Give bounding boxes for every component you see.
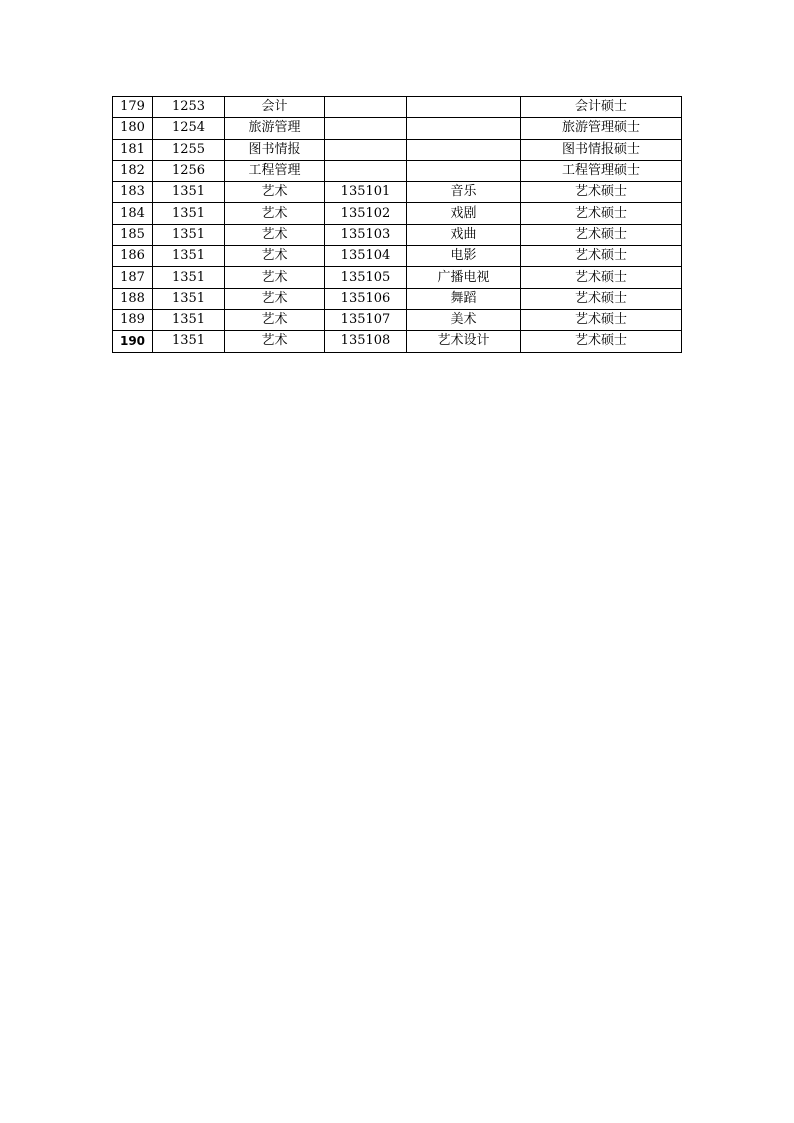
row-number-cell: 184 [113, 203, 153, 224]
discipline-code-cell: 1255 [153, 139, 225, 160]
table-row [113, 203, 682, 224]
row-number-cell: 188 [113, 288, 153, 309]
field-name-cell [407, 139, 521, 160]
field-name-cell: 舞蹈 [407, 288, 521, 309]
table-row [113, 267, 682, 288]
field-name-cell: 音乐 [407, 182, 521, 203]
row-number-cell: 180 [113, 118, 153, 139]
field-name-cell: 戏曲 [407, 224, 521, 245]
degree-name-cell: 艺术硕士 [521, 288, 682, 309]
table-row [113, 97, 682, 118]
field-name-cell: 广播电视 [407, 267, 521, 288]
row-number-cell: 181 [113, 139, 153, 160]
discipline-name-cell: 旅游管理 [225, 118, 325, 139]
table-row [113, 331, 682, 352]
field-name-cell: 美术 [407, 309, 521, 330]
field-code-cell: 135107 [325, 309, 407, 330]
degree-name-cell: 艺术硕士 [521, 246, 682, 267]
table-row [113, 246, 682, 267]
discipline-code-cell: 1351 [153, 288, 225, 309]
field-code-cell: 135105 [325, 267, 407, 288]
row-number-cell: 187 [113, 267, 153, 288]
field-code-cell [325, 97, 407, 118]
row-number-cell: 179 [113, 97, 153, 118]
row-number-cell: 183 [113, 182, 153, 203]
discipline-name-cell: 艺术 [225, 331, 325, 352]
discipline-name-cell: 艺术 [225, 267, 325, 288]
field-code-cell: 135102 [325, 203, 407, 224]
degree-name-cell: 图书情报硕士 [521, 139, 682, 160]
discipline-code-cell: 1256 [153, 160, 225, 181]
degree-table [112, 96, 682, 353]
table-row [113, 309, 682, 330]
degree-name-cell: 艺术硕士 [521, 224, 682, 245]
table-row [113, 182, 682, 203]
field-name-cell: 戏剧 [407, 203, 521, 224]
row-number-cell: 186 [113, 246, 153, 267]
degree-name-cell: 艺术硕士 [521, 267, 682, 288]
discipline-name-cell: 会计 [225, 97, 325, 118]
row-number-cell: 182 [113, 160, 153, 181]
row-number-cell: 190 [113, 331, 153, 352]
field-name-cell [407, 97, 521, 118]
field-code-cell: 135104 [325, 246, 407, 267]
field-name-cell [407, 118, 521, 139]
discipline-code-cell: 1254 [153, 118, 225, 139]
discipline-name-cell: 艺术 [225, 224, 325, 245]
discipline-code-cell: 1351 [153, 224, 225, 245]
discipline-code-cell: 1351 [153, 246, 225, 267]
degree-name-cell: 艺术硕士 [521, 331, 682, 352]
field-code-cell [325, 118, 407, 139]
discipline-code-cell: 1351 [153, 309, 225, 330]
field-name-cell: 艺术设计 [407, 331, 521, 352]
field-code-cell [325, 139, 407, 160]
field-name-cell [407, 160, 521, 181]
degree-name-cell: 工程管理硕士 [521, 160, 682, 181]
table-row [113, 139, 682, 160]
discipline-code-cell: 1351 [153, 182, 225, 203]
discipline-code-cell: 1351 [153, 331, 225, 352]
degree-name-cell: 艺术硕士 [521, 309, 682, 330]
table-row [113, 160, 682, 181]
degree-name-cell: 旅游管理硕士 [521, 118, 682, 139]
degree-name-cell: 艺术硕士 [521, 182, 682, 203]
table-row [113, 118, 682, 139]
field-code-cell: 135101 [325, 182, 407, 203]
row-number-cell: 189 [113, 309, 153, 330]
table-row [113, 288, 682, 309]
discipline-name-cell: 艺术 [225, 182, 325, 203]
discipline-name-cell: 图书情报 [225, 139, 325, 160]
field-code-cell: 135108 [325, 331, 407, 352]
row-number-cell: 185 [113, 224, 153, 245]
degree-name-cell: 会计硕士 [521, 97, 682, 118]
discipline-code-cell: 1351 [153, 267, 225, 288]
field-code-cell: 135106 [325, 288, 407, 309]
discipline-name-cell: 工程管理 [225, 160, 325, 181]
discipline-name-cell: 艺术 [225, 309, 325, 330]
discipline-name-cell: 艺术 [225, 203, 325, 224]
discipline-name-cell: 艺术 [225, 288, 325, 309]
field-code-cell: 135103 [325, 224, 407, 245]
discipline-code-cell: 1351 [153, 203, 225, 224]
degree-name-cell: 艺术硕士 [521, 203, 682, 224]
field-name-cell: 电影 [407, 246, 521, 267]
discipline-name-cell: 艺术 [225, 246, 325, 267]
discipline-code-cell: 1253 [153, 97, 225, 118]
field-code-cell [325, 160, 407, 181]
table-row [113, 224, 682, 245]
